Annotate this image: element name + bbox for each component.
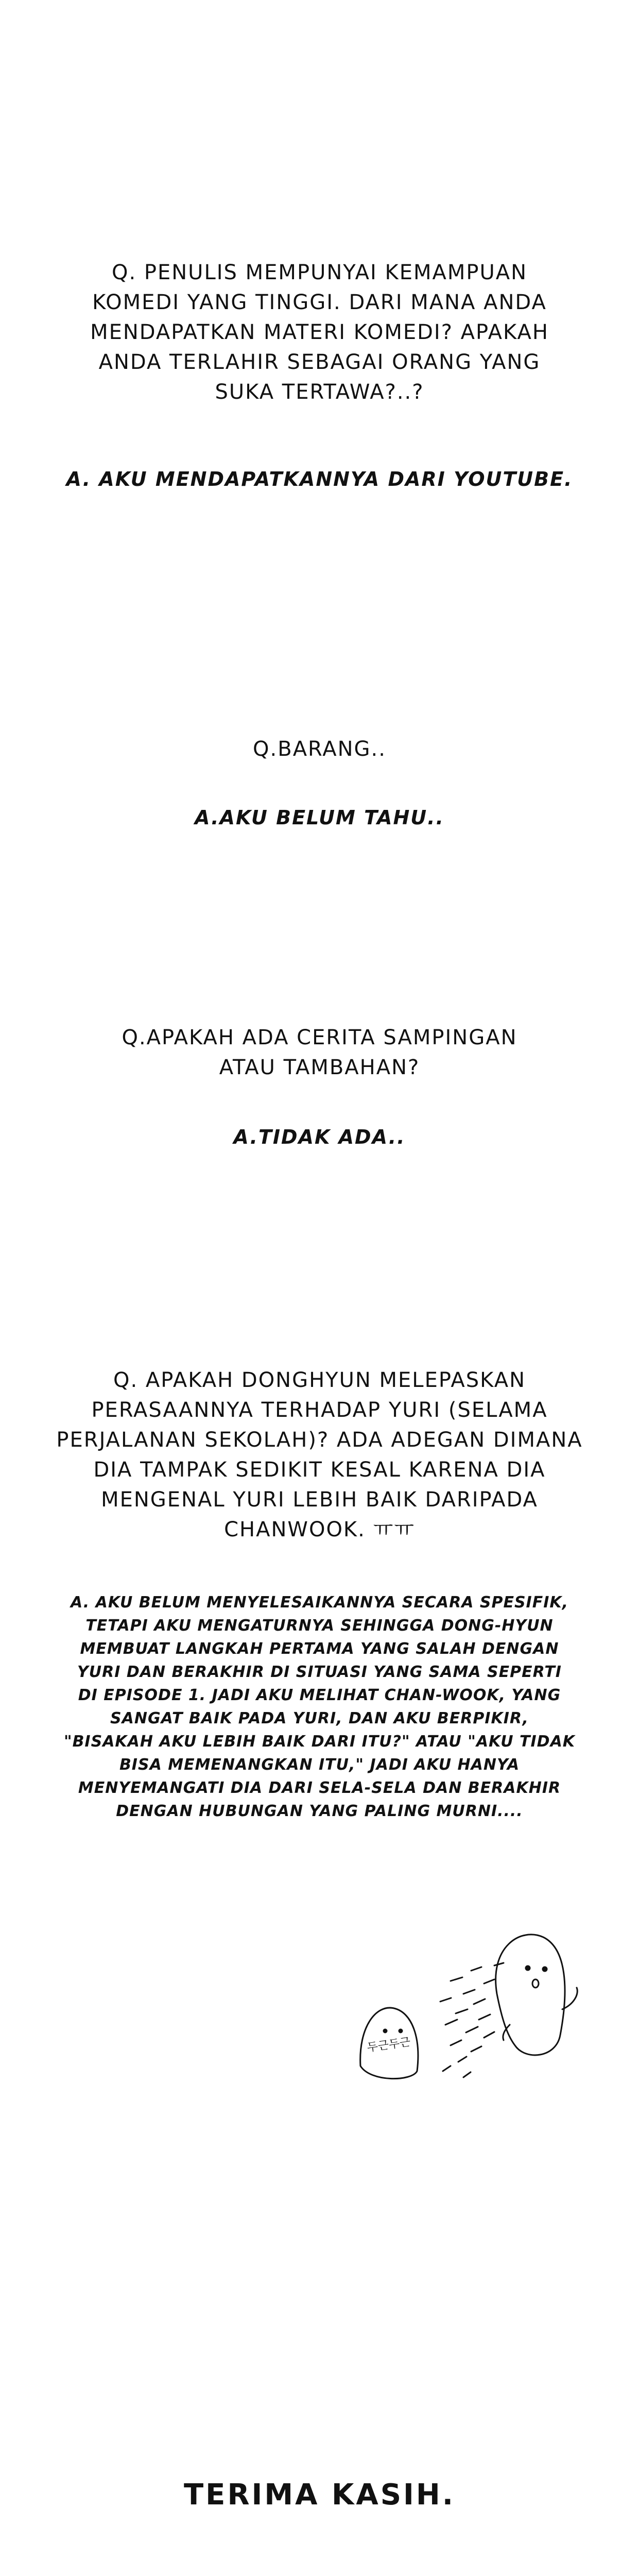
spray-stroke	[440, 1998, 451, 2002]
big-character-body	[496, 1935, 565, 2055]
answer-line: "BISAKAH AKU LEBIH BAIK DARI ITU?" ATAU "AKU TIDAK	[63, 1733, 576, 1751]
answer-line: DI EPISODE 1. JADI AKU MELIHAT CHAN-WOOK, YANG	[78, 1686, 561, 1704]
question-line: Q. APAKAH DONGHYUN MELEPASKAN	[113, 1368, 526, 1392]
big-character-mouth	[532, 1979, 539, 1988]
question-line: Q. PENULIS MEMPUNYAI KEMAMPUAN	[111, 261, 528, 284]
small-character-eye-left	[384, 2029, 387, 2032]
answer-line: MENYEMANGATI DIA DARI SELA-SELA DAN BERAKHIR	[78, 1779, 561, 1797]
small-character-text: 두근두근	[366, 2036, 411, 2055]
question-line: ATAU TAMBAHAN?	[219, 1056, 420, 1079]
spray-stroke	[466, 2027, 478, 2032]
answer-2: A.AKU BELUM TAHU..	[194, 806, 444, 829]
answer-line: YURI DAN BERAKHIR DI SITUASI YANG SAMA SEPERTI	[77, 1663, 562, 1681]
doodle-illustration	[340, 1917, 608, 2123]
answer-line: DENGAN HUBUNGAN YANG PALING MURNI....	[116, 1802, 523, 1820]
question-line: PERJALANAN SEKOLAH)? ADA ADEGAN DIMANA	[56, 1428, 583, 1452]
question-line: MENDAPATKAN MATERI KOMEDI? APAKAH	[90, 320, 549, 344]
spray-stroke	[451, 1977, 462, 1981]
big-character-eye-right	[543, 1967, 547, 1971]
answer-line: TETAPI AKU MENGATURNYA SEHINGGA DONG-HYUN	[85, 1617, 554, 1635]
spray-stroke	[463, 2072, 471, 2077]
question-line: KOMEDI YANG TINGGI. DARI MANA ANDA	[92, 291, 547, 314]
question-line: PERASAANNYA TERHADAP YURI (SELAMA	[91, 1398, 548, 1422]
question-3	[0, 1023, 639, 1082]
spray-stroke	[474, 1999, 485, 2004]
closing-thanks: TERIMA KASIH.	[183, 2478, 455, 2512]
spray-stroke	[471, 1967, 481, 1971]
answer-3: A.TIDAK ADA..	[233, 1126, 406, 1148]
big-character-arm	[503, 2025, 510, 2040]
question-1	[0, 258, 639, 407]
spray-stroke	[484, 1979, 494, 1984]
spray-stroke	[443, 2066, 451, 2071]
question-line: MENGENAL YURI LEBIH BAIK DARIPADA	[101, 1488, 538, 1512]
question-line: SUKA TERTAWA?..?	[215, 380, 424, 404]
question-4	[0, 1365, 639, 1545]
spray-stroke	[484, 2032, 494, 2038]
answer-line: SANGAT BAIK PADA YURI, DAN AKU BERPIKIR,	[110, 1709, 529, 1727]
question-line: DIA TAMPAK SEDIKIT KESAL KARENA DIA	[93, 1458, 546, 1482]
spray-stroke	[494, 1963, 504, 1965]
big-character-eye-left	[526, 1966, 530, 1970]
spray-stroke	[456, 2009, 468, 2013]
question-line: ANDA TERLAHIR SEBAGAI ORANG YANG	[98, 350, 541, 374]
spray-stroke	[451, 2040, 461, 2045]
spray-stroke	[463, 1990, 475, 1994]
answer-line: BISA MEMENANGKAN ITU," JADI AKU HANYA	[119, 1756, 520, 1774]
answer-line: A. AKU BELUM MENYELESAIKANNYA SECARA SPESIFIK,	[70, 1594, 569, 1612]
spray-stroke	[445, 2020, 457, 2025]
answer-4	[0, 1591, 639, 1823]
answer-1: A. AKU MENDAPATKANNYA DARI YOUTUBE.	[66, 468, 573, 490]
question-line: CHANWOOK. ㅠㅠ	[224, 1518, 415, 1541]
small-character-eye-right	[399, 2029, 402, 2032]
question-line: Q.APAKAH ADA CERITA SAMPINGAN	[122, 1026, 517, 1049]
question-2	[0, 734, 639, 764]
question-line: Q.BARANG..	[253, 737, 386, 761]
answer-line: MEMBUAT LANGKAH PERTAMA YANG SALAH DENGAN	[80, 1640, 559, 1658]
spray-stroke	[471, 2046, 481, 2052]
spray-stroke	[479, 2014, 490, 2020]
spray-stroke	[458, 2057, 467, 2062]
